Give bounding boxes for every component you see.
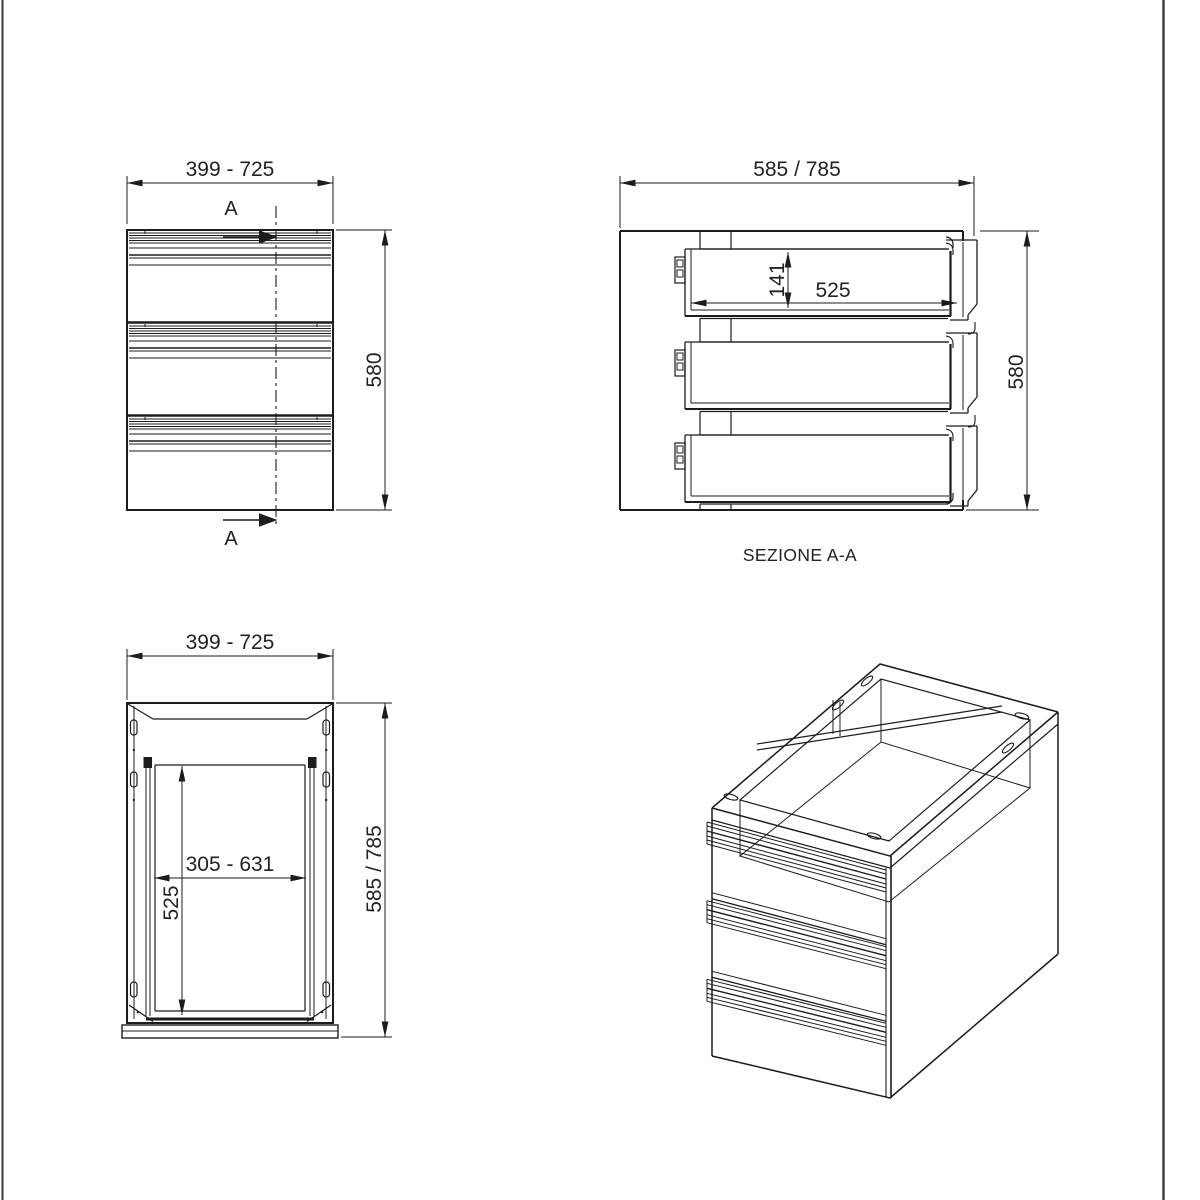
section-letter-top: A	[224, 198, 238, 220]
front-width-dim-label: 399 - 725	[185, 158, 275, 181]
drawer-depth-dim-label: 525	[815, 279, 851, 302]
section-carcass-outline	[620, 231, 963, 510]
front-drawer-row-2	[127, 324, 333, 416]
plan-top-chamfer	[128, 704, 332, 719]
plan-inner-depth-dimension	[160, 766, 183, 1015]
iso-drawer-1	[707, 822, 886, 945]
section-drawer-box-3	[675, 435, 951, 502]
front-drawer-row-1	[127, 231, 333, 323]
front-drawer-row-3	[129, 417, 331, 451]
section-drawer-height-dimension	[766, 252, 789, 308]
plan-width-dim-label: 399 - 725	[185, 631, 275, 654]
plan-inner-depth-dim-label: 525	[160, 885, 183, 921]
section-arrow-top	[223, 198, 278, 244]
section-drawer-depth-dimension	[691, 279, 957, 303]
section-view	[620, 158, 1039, 565]
plan-view	[122, 631, 392, 1038]
iso-drawer-2	[707, 901, 886, 1022]
plan-depth-dimension	[336, 703, 392, 1037]
iso-interior	[740, 679, 1030, 902]
section-caption: SEZIONE A-A	[742, 545, 858, 565]
front-view	[127, 158, 392, 550]
plan-inner-width-dim-label: 305 - 631	[185, 853, 275, 876]
isometric-view	[707, 664, 1058, 1098]
section-arrow-bottom	[223, 513, 278, 550]
iso-top-opening	[740, 679, 1030, 841]
section-width-dimension	[620, 158, 974, 236]
section-height-dim-label: 580	[1005, 354, 1028, 390]
iso-outer-edges	[712, 664, 1058, 1098]
iso-frame-slots	[724, 675, 1030, 841]
drawer-height-dim-label: 141	[766, 262, 789, 298]
section-letter-bottom: A	[224, 528, 238, 550]
plan-width-dimension	[127, 631, 333, 700]
plan-inner-width-dimension	[154, 853, 306, 878]
plan-plinth	[122, 1025, 338, 1038]
front-height-dimension	[336, 230, 392, 510]
section-drawer-box-1	[675, 249, 951, 316]
iso-drawer-3	[707, 979, 886, 1045]
front-cabinet-outline	[127, 230, 333, 510]
plan-depth-dim-label: 585 / 785	[363, 825, 386, 913]
section-drawer-box-2	[675, 342, 951, 409]
front-height-dim-label: 580	[363, 352, 386, 388]
section-width-dim-label: 585 / 785	[753, 158, 841, 181]
section-rails	[700, 231, 948, 510]
